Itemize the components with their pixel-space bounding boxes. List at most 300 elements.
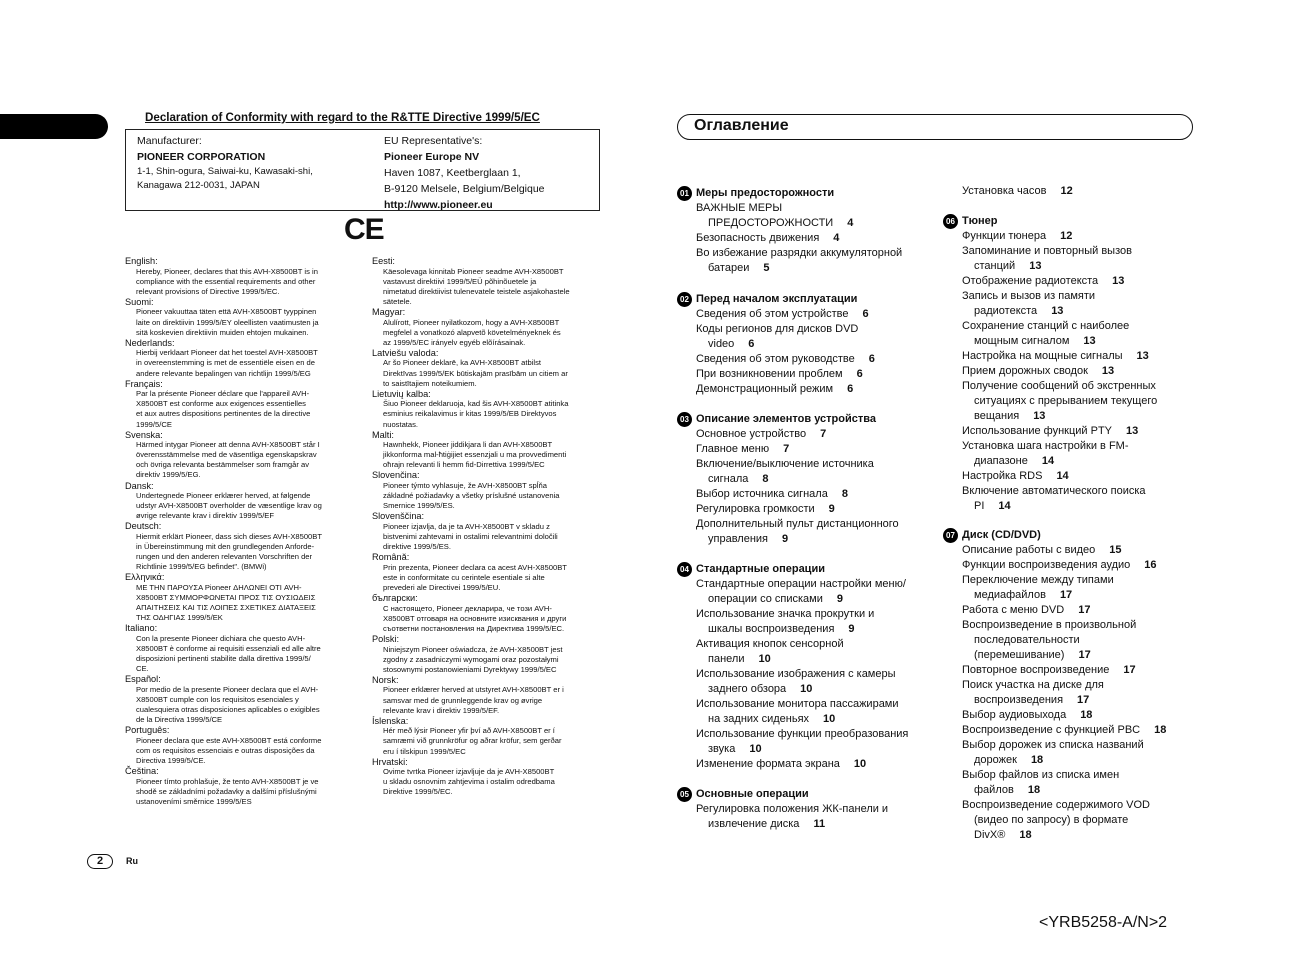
toc-entry[interactable] bbox=[943, 798, 1203, 843]
declaration-text-line: zgodny z zasadniczymi wymogami oraz pozostałymi bbox=[383, 654, 559, 664]
declaration-text-line: Undertegnede Pioneer erklærer herved, at følgende bbox=[136, 491, 311, 501]
declaration-text-line: съответни постановления на Директива 1999/5/ЕС. bbox=[383, 623, 565, 633]
toc-entry-line: Выбор аудиовыхода bbox=[962, 709, 1067, 721]
toc-entry-text bbox=[962, 693, 1203, 708]
toc-entry-line: Настройка RDS bbox=[962, 470, 1043, 482]
toc-section-heading[interactable] bbox=[677, 292, 937, 307]
ce-mark: CE bbox=[344, 213, 384, 246]
toc-entry-text bbox=[962, 379, 1203, 394]
toc-entry-text bbox=[696, 261, 937, 276]
toc-entry-line: Включение автоматического поиска bbox=[962, 485, 1146, 497]
toc-page-number: 6 bbox=[868, 353, 875, 365]
toc-entry-text bbox=[962, 184, 1203, 199]
toc-page-number: 6 bbox=[856, 368, 863, 380]
declaration-text-line: in overeenstemming is met de essentiële eisen en de bbox=[136, 358, 315, 368]
toc-entry[interactable] bbox=[677, 307, 937, 322]
language-declaration bbox=[372, 470, 605, 511]
toc-entry-line: Главное меню bbox=[696, 443, 770, 455]
section-number-badge: 07 bbox=[943, 528, 958, 543]
declaration-text-line: in Übereinstimmung mit den grundlegenden Anforde- bbox=[136, 542, 315, 552]
toc-entry-line: воспроизведения bbox=[974, 694, 1064, 706]
toc-entry-text bbox=[696, 802, 937, 817]
representative-info bbox=[384, 133, 545, 213]
toc-entry-text bbox=[696, 457, 937, 472]
toc-section-heading[interactable] bbox=[943, 528, 1203, 543]
toc-entry-text bbox=[696, 532, 937, 547]
toc-entry-line: управления bbox=[708, 533, 768, 545]
declaration-text-line: och övriga relevanta bestämmelser som framgår av bbox=[136, 460, 310, 470]
language-name: Norsk: bbox=[372, 674, 399, 685]
declaration-text-line: az 1999/5/EC irányelv egyéb elõírásainak. bbox=[383, 337, 526, 347]
section-title: Меры предосторожности bbox=[696, 187, 835, 199]
language-name: Čeština: bbox=[125, 766, 159, 777]
toc-entry[interactable] bbox=[943, 543, 1203, 558]
toc-entry-text bbox=[962, 409, 1203, 424]
toc-entry-line: диапазоне bbox=[974, 455, 1028, 467]
toc-entry[interactable] bbox=[677, 757, 937, 772]
representative-address-line: Haven 1087, Keetberglaan 1, bbox=[384, 167, 521, 179]
section-tab-marker bbox=[0, 114, 108, 139]
toc-page-number: 17 bbox=[1059, 589, 1073, 601]
declaration-text-line: megfelel a vonatkozó alapvetõ követelményeknek és bbox=[383, 327, 561, 337]
toc-entry-text bbox=[962, 633, 1203, 648]
toc-section-heading[interactable] bbox=[943, 214, 1203, 229]
toc-page-number: 10 bbox=[758, 653, 771, 665]
toc-page-number: 14 bbox=[1056, 470, 1069, 482]
toc-entry-line: При возникновении проблем bbox=[696, 368, 843, 380]
toc-entry[interactable] bbox=[677, 607, 937, 637]
toc-page-number: 8 bbox=[762, 473, 769, 485]
declaration-text-line: Par la présente Pioneer déclare que l'appareil AVH- bbox=[136, 389, 310, 399]
language-name: Íslenska: bbox=[372, 715, 409, 726]
toc-entry[interactable] bbox=[677, 322, 937, 352]
language-declaration bbox=[372, 634, 605, 675]
toc-entry-text bbox=[696, 487, 937, 502]
toc-entry-text bbox=[962, 454, 1203, 469]
toc-entry-text bbox=[962, 394, 1203, 409]
toc-entry-line: Получение сообщений об экстренных bbox=[962, 380, 1156, 392]
language-name: Slovenščina: bbox=[372, 511, 425, 522]
toc-entry-text bbox=[962, 783, 1203, 798]
language-name: Ελληνικά: bbox=[125, 572, 165, 583]
toc-entry-text bbox=[696, 757, 937, 772]
toc-entry-line: Активация кнопок сенсорной bbox=[696, 638, 844, 650]
toc-entry[interactable] bbox=[943, 364, 1203, 379]
toc-entry-text bbox=[696, 367, 937, 382]
toc-entry-line: ПРЕДОСТОРОЖНОСТИ bbox=[708, 217, 834, 229]
declaration-text-line: oħrajn relevanti li hemm fid-Dirrettiva 1999/5/EC bbox=[383, 460, 545, 470]
toc-entry-line: станций bbox=[974, 260, 1016, 272]
manufacturer-box bbox=[125, 129, 600, 211]
toc-entry-text bbox=[962, 543, 1203, 558]
toc-page-number: 12 bbox=[1060, 230, 1073, 242]
toc-page-number: 9 bbox=[782, 533, 789, 545]
toc-entry[interactable] bbox=[677, 487, 937, 502]
toc-entry-text bbox=[696, 817, 937, 832]
toc-entry-text bbox=[962, 469, 1203, 484]
toc-entry[interactable] bbox=[677, 246, 937, 276]
toc-entry[interactable] bbox=[943, 424, 1203, 439]
language-name: български: bbox=[372, 593, 418, 604]
toc-entry[interactable] bbox=[943, 379, 1203, 424]
toc-page-number: 13 bbox=[1083, 335, 1096, 347]
toc-entry-line: Установка часов bbox=[962, 185, 1047, 197]
language-declaration bbox=[125, 481, 358, 522]
toc-entry-line: Установка шага настройки в FM- bbox=[962, 440, 1129, 452]
toc-header-box bbox=[677, 114, 1193, 140]
section-number-badge: 02 bbox=[677, 292, 692, 307]
declaration-text-line: direktive 1999/5/ES. bbox=[383, 542, 451, 552]
language-name: Suomi: bbox=[125, 296, 154, 307]
toc-entry-text bbox=[962, 648, 1203, 663]
toc-entry-line: Функции воспроизведения аудио bbox=[962, 559, 1131, 571]
language-name: Slovenčina: bbox=[372, 470, 420, 481]
toc-entry[interactable] bbox=[677, 667, 937, 697]
section-title: Основные операции bbox=[696, 788, 809, 800]
toc-entry-text bbox=[962, 813, 1203, 828]
toc-entry[interactable] bbox=[943, 469, 1203, 484]
declaration-text-line: direktiv 1999/5/EG. bbox=[136, 470, 201, 480]
declaration-text-line: Härmed intygar Pioneer att denna AVH-X8500BT står I bbox=[136, 440, 320, 450]
toc-entry[interactable] bbox=[943, 319, 1203, 349]
toc-entry[interactable] bbox=[677, 727, 937, 757]
declaration-text-line: ΜΕ ΤΗΝ ΠΑΡΟΥΣΑ Pioneer ΔΗΛΩΝΕΙ ΟΤΙ AVH- bbox=[136, 583, 302, 592]
toc-entry-text bbox=[962, 588, 1203, 603]
language-declaration bbox=[372, 307, 605, 348]
language-name: Deutsch: bbox=[125, 521, 162, 532]
toc-entry[interactable] bbox=[677, 367, 937, 382]
declaration-text-line: ΤΗΣ ΟΔΗΓΙΑΣ 1999/5/ΕΚ bbox=[136, 613, 223, 623]
toc-entry-text bbox=[962, 439, 1203, 454]
section-title: Диск (CD/DVD) bbox=[962, 529, 1041, 541]
manufacturer-label: Manufacturer: bbox=[137, 135, 202, 147]
toc-entry[interactable] bbox=[677, 352, 937, 367]
declaration-text-line: ustanoveními směrnice 1999/5/ES bbox=[136, 796, 252, 806]
toc-entry-line: Запоминание и повторный вызов bbox=[962, 245, 1132, 257]
declaration-text-line: X8500BT è conforme ai requisiti essenziali ed alle altre bbox=[136, 644, 321, 654]
toc-entry-line: Изменение формата экрана bbox=[696, 758, 840, 770]
toc-entry[interactable] bbox=[677, 577, 937, 607]
toc-page-number: 6 bbox=[847, 383, 854, 395]
toc-page-number: 17 bbox=[1078, 604, 1091, 616]
toc-entry-text bbox=[696, 652, 937, 667]
toc-entry-line: Выбор файлов из списка имен bbox=[962, 769, 1120, 781]
toc-entry[interactable] bbox=[943, 768, 1203, 798]
language-declaration bbox=[372, 757, 605, 798]
declaration-text-line: Smernice 1999/5/ES. bbox=[383, 501, 455, 511]
declaration-text-line: X8500BT ΣΥΜΜΟΡΦΩΝΕΤΑΙ ΠΡΟΣ ΤΙΣ ΟΥΣΙΩΔΕΙΣ bbox=[136, 593, 316, 603]
toc-section bbox=[677, 562, 937, 772]
language-name: Eesti: bbox=[372, 256, 395, 266]
toc-entry-text bbox=[696, 607, 937, 622]
toc-entry[interactable] bbox=[677, 427, 937, 442]
toc-page-number: 13 bbox=[1033, 410, 1046, 422]
toc-entry[interactable] bbox=[943, 484, 1203, 514]
toc-entry-text bbox=[962, 768, 1203, 783]
toc-entry-line: Безопасность движения bbox=[696, 232, 820, 244]
language-declaration bbox=[372, 389, 605, 430]
toc-entry-text bbox=[962, 424, 1203, 439]
toc-entry-text bbox=[696, 697, 937, 712]
toc-entry[interactable] bbox=[677, 502, 937, 517]
toc-page-number: 5 bbox=[763, 262, 770, 274]
declaration-text-line: øvrige relevante krav i direktiv 1999/5/EF bbox=[136, 511, 275, 521]
language-declaration bbox=[372, 716, 605, 757]
toc-entry-line: на задних сиденьях bbox=[708, 713, 810, 725]
toc-entry[interactable] bbox=[677, 802, 937, 832]
toc-section bbox=[943, 214, 1203, 514]
toc-entry-text bbox=[696, 201, 937, 216]
toc-entry-line: Сведения об этом руководстве bbox=[696, 353, 855, 365]
toc-page-number: 12 bbox=[1060, 185, 1073, 197]
language-declaration bbox=[125, 297, 358, 338]
section-title: Перед началом эксплуатации bbox=[696, 293, 858, 305]
language-declaration bbox=[372, 511, 605, 552]
toc-page-number: 13 bbox=[1126, 425, 1139, 437]
toc-page-number: 13 bbox=[1112, 275, 1125, 287]
toc-entry-line: заднего обзора bbox=[708, 683, 787, 695]
declaration-text-line: Niniejszym Pioneer oświadcza, że AVH-X8500BT jest bbox=[383, 644, 563, 654]
toc-page-number: 7 bbox=[783, 443, 790, 455]
declaration-text-line: Direktive 1999/5/EC. bbox=[383, 787, 453, 797]
toc-page-number: 16 bbox=[1144, 559, 1157, 571]
toc-entry-line: ВАЖНЫЕ МЕРЫ bbox=[696, 202, 783, 214]
toc-title: Оглавление bbox=[694, 117, 789, 134]
toc-page-number: 13 bbox=[1136, 350, 1149, 362]
toc-page-number: 6 bbox=[748, 338, 755, 350]
language-label: Ru bbox=[126, 856, 138, 866]
language-declaration bbox=[372, 430, 605, 471]
representative-label: EU Representative's: bbox=[384, 135, 483, 147]
toc-entry-line: Использование функции преобразования bbox=[696, 728, 909, 740]
declaration-text-line: Richtlinie 1999/5/EG befindet". (BMWi) bbox=[136, 562, 267, 572]
toc-entry[interactable] bbox=[677, 697, 937, 727]
toc-entry[interactable] bbox=[943, 289, 1203, 319]
toc-entry[interactable] bbox=[943, 349, 1203, 364]
declaration-text-line: 1999/5/CE bbox=[136, 419, 172, 429]
toc-page-number: 13 bbox=[1051, 305, 1064, 317]
toc-section bbox=[677, 292, 937, 397]
declaration-text-line: Direktīvas 1999/5/EK būtiskajām prasībām un citiem ar bbox=[383, 368, 568, 378]
toc-entry[interactable] bbox=[677, 231, 937, 246]
toc-entry-text bbox=[962, 618, 1203, 633]
representative-url[interactable]: http://www.pioneer.eu bbox=[384, 199, 493, 211]
toc-entry-text bbox=[696, 442, 937, 457]
manufacturer-name: PIONEER CORPORATION bbox=[137, 151, 266, 163]
toc-entry-text bbox=[696, 637, 937, 652]
declaration-text-line: nimetatud direktiivist tulenevatele teistele asjakohastele bbox=[383, 286, 570, 296]
toc-page-number: 10 bbox=[853, 758, 867, 770]
toc-entry-line: извлечение диска bbox=[708, 818, 800, 830]
toc-page-number: 6 bbox=[862, 308, 869, 320]
language-declarations-column-2 bbox=[372, 256, 605, 797]
toc-entry-text bbox=[696, 592, 937, 607]
toc-entry-text bbox=[962, 753, 1203, 768]
toc-section-heading[interactable] bbox=[677, 186, 937, 201]
section-number-badge: 05 bbox=[677, 787, 692, 802]
declaration-text-line: Hiermit erklärt Pioneer, dass sich dieses AVH-X8500BT bbox=[136, 532, 322, 542]
toc-entry[interactable] bbox=[677, 442, 937, 457]
toc-page-number: 14 bbox=[1041, 455, 1055, 467]
language-declaration bbox=[125, 338, 358, 379]
toc-entry[interactable] bbox=[943, 244, 1203, 274]
toc-entry[interactable] bbox=[943, 708, 1203, 723]
section-title: Тюнер bbox=[962, 215, 998, 227]
declaration-text-line: to saistītajiem noteikumiem. bbox=[383, 378, 477, 388]
toc-entry-text bbox=[962, 558, 1203, 573]
declaration-text-line: laite on direktiivin 1999/5/EY oleellisten vaatimusten ja bbox=[136, 317, 319, 327]
declaration-text-line: CE. bbox=[136, 664, 149, 674]
toc-entry[interactable] bbox=[677, 201, 937, 231]
declaration-text-line: Käesolevaga kinnitab Pioneer seadme AVH-X8500BT bbox=[383, 266, 564, 276]
language-name: Nederlands: bbox=[125, 337, 175, 348]
language-declaration bbox=[125, 256, 358, 297]
toc-entry-text bbox=[696, 427, 937, 442]
toc-entry[interactable] bbox=[943, 229, 1203, 244]
toc-entry-text bbox=[696, 352, 937, 367]
toc-entry-line: Использование монитора пассажирами bbox=[696, 698, 899, 710]
toc-entry[interactable] bbox=[943, 274, 1203, 289]
toc-entry-line: дорожек bbox=[974, 754, 1017, 766]
declaration-text-line: Pioneer týmto vyhlasuje, že AVH-X8500BT spĺňa bbox=[383, 481, 547, 491]
toc-entry-text bbox=[962, 484, 1203, 499]
toc-entry[interactable] bbox=[943, 663, 1203, 678]
declaration-text-line: shodě se základními požadavky a dalšími příslušnými bbox=[136, 786, 317, 796]
toc-entry[interactable] bbox=[943, 723, 1203, 738]
language-name: Dansk: bbox=[125, 480, 154, 491]
toc-entry-line: шкалы воспроизведения bbox=[708, 623, 835, 635]
declaration-text-line: relevant provisions of Directive 1999/5/EC. bbox=[136, 286, 280, 296]
toc-page-number: 18 bbox=[1030, 754, 1044, 766]
toc-entry-line: Воспроизведение в произвольной bbox=[962, 619, 1137, 631]
declaration-text-line: sitä koskevien direktiivin muiden ehtojen mukainen. bbox=[136, 327, 309, 337]
toc-entry-line: радиотекста bbox=[974, 305, 1038, 317]
declaration-text-line: et aux autres dispositions pertinentes de la directive bbox=[136, 409, 311, 419]
toc-entry[interactable] bbox=[943, 738, 1203, 768]
toc-entry-text bbox=[696, 322, 937, 337]
toc-entry-line: операции со списками bbox=[708, 593, 823, 605]
manufacturer-info bbox=[137, 133, 313, 193]
language-declaration bbox=[372, 593, 605, 634]
toc-page-number: 9 bbox=[848, 623, 855, 635]
declaration-text-line: Prin prezenta, Pioneer declara ca acest AVH-X8500BT bbox=[383, 562, 567, 572]
declaration-text-line: Hawnhekk, Pioneer jiddikjara li dan AVH-X8500BT bbox=[383, 440, 553, 450]
language-declaration bbox=[372, 675, 605, 716]
manufacturer-address-line: 1-1, Shin-ogura, Saiwai-ku, Kawasaki-shi, bbox=[137, 166, 313, 177]
toc-section bbox=[677, 186, 937, 276]
toc-entry-line: Дополнительный пульт дистанционного bbox=[696, 518, 899, 530]
language-declaration bbox=[125, 572, 358, 623]
toc-entry-line: Описание работы с видео bbox=[962, 544, 1096, 556]
toc-page-number: 14 bbox=[998, 500, 1011, 512]
declaration-text-line: stosownymi postanowieniami Dyrektywy 1999/5/EC bbox=[383, 664, 557, 674]
toc-entry-line: ситуациях с прерыванием текущего bbox=[974, 395, 1158, 407]
toc-entry-text bbox=[962, 663, 1203, 678]
toc-page-number: 9 bbox=[836, 593, 843, 605]
section-number-badge: 06 bbox=[943, 214, 958, 229]
toc-page-number: 18 bbox=[1080, 709, 1093, 721]
toc-entry-text bbox=[962, 229, 1203, 244]
toc-entry-line: Поиск участка на диске для bbox=[962, 679, 1104, 691]
toc-page-number: 8 bbox=[841, 488, 848, 500]
toc-entry-line: звука bbox=[708, 743, 736, 755]
toc-entry-text bbox=[962, 798, 1203, 813]
toc-entry[interactable] bbox=[943, 678, 1203, 708]
toc-entry[interactable] bbox=[943, 573, 1203, 603]
toc-entry-line: Регулировка положения ЖК-панели и bbox=[696, 803, 889, 815]
language-name: Italiano: bbox=[125, 623, 158, 634]
toc-entry-line: Сохранение станций с наиболее bbox=[962, 320, 1130, 332]
toc-entry-text bbox=[962, 274, 1203, 289]
section-title: Описание элементов устройства bbox=[696, 413, 876, 425]
declaration-text-line: este in conformitate cu cerintele esentiale si alte bbox=[383, 572, 545, 582]
declaration-text-line: udstyr AVH-X8500BT overholder de væsentlige krav og bbox=[136, 501, 322, 511]
declaration-text-line: Hér með lýsir Pioneer yfir því að AVH-X8500BT er í bbox=[383, 726, 555, 736]
declaration-text-line: jikkonforma mal-ħtiġijiet essenzjali u ma provvedimenti bbox=[383, 450, 567, 460]
toc-page-number: 17 bbox=[1077, 694, 1090, 706]
declaration-text-line: Pioneer izjavlja, da je ta AVH-X8500BT v skladu z bbox=[383, 521, 550, 531]
toc-entry-line: Регулировка громкости bbox=[696, 503, 815, 515]
toc-entry-line: Использование функций PTY bbox=[962, 425, 1113, 437]
declaration-text-line: nuostatas. bbox=[383, 419, 419, 429]
toc-entry-line: Переключение между типами bbox=[962, 574, 1114, 586]
language-name: Malti: bbox=[372, 429, 394, 440]
toc-entry[interactable] bbox=[943, 618, 1203, 663]
toc-entry[interactable] bbox=[677, 517, 937, 547]
toc-entry-text bbox=[962, 259, 1203, 274]
manufacturer-address-line: Kanagawa 212-0031, JAPAN bbox=[137, 180, 260, 191]
toc-section-heading[interactable] bbox=[677, 412, 937, 427]
toc-entry-text bbox=[696, 307, 937, 322]
toc-entry-line: (перемешивание) bbox=[974, 649, 1065, 661]
toc-entry-line: батареи bbox=[708, 262, 750, 274]
toc-entry[interactable] bbox=[943, 184, 1203, 199]
toc-entry-line: Воспроизведение с функцией PBC bbox=[962, 724, 1141, 736]
declaration-text-line: samræmi við grunnkröfur og aðrar kröfur, sem gerðar bbox=[383, 736, 562, 746]
toc-entry-text bbox=[962, 603, 1203, 618]
toc-entry-line: вещания bbox=[974, 410, 1020, 422]
toc-entry-text bbox=[962, 319, 1203, 334]
toc-entry-text bbox=[696, 682, 937, 697]
toc-entry-line: Запись и вызов из памяти bbox=[962, 290, 1096, 302]
toc-entry-line: Повторное воспроизведение bbox=[962, 664, 1110, 676]
toc-page-number: 10 bbox=[823, 713, 836, 725]
toc-entry[interactable] bbox=[943, 558, 1203, 573]
toc-section-heading[interactable] bbox=[677, 562, 937, 577]
toc-section-heading[interactable] bbox=[677, 787, 937, 802]
declaration-text-line: bistvenimi zahtevami in ostalimi relevantnimi določili bbox=[383, 532, 558, 542]
toc-entry-line: сигнала bbox=[708, 473, 749, 485]
declaration-text-line: Hierbij verklaart Pioneer dat het toestel AVH-X8500BT bbox=[136, 348, 318, 358]
toc-entry-text bbox=[696, 622, 937, 637]
toc-entry-line: PI bbox=[974, 500, 985, 512]
toc-entry[interactable] bbox=[677, 382, 937, 397]
toc-entry-text bbox=[962, 304, 1203, 319]
toc-entry[interactable] bbox=[677, 637, 937, 667]
toc-entry[interactable] bbox=[677, 457, 937, 487]
toc-entry-line: Отображение радиотекста bbox=[962, 275, 1099, 287]
toc-entry-line: панели bbox=[708, 653, 745, 665]
declaration-text-line: Hereby, Pioneer, declares that this AVH-X8500BT is in bbox=[136, 266, 318, 276]
toc-entry-line: Прием дорожных сводок bbox=[962, 365, 1088, 377]
language-name: Français: bbox=[125, 378, 163, 389]
representative-address-line: B-9120 Melsele, Belgium/Belgique bbox=[384, 183, 545, 195]
toc-entry-text bbox=[962, 244, 1203, 259]
toc-entry[interactable] bbox=[943, 439, 1203, 469]
toc-entry[interactable] bbox=[943, 603, 1203, 618]
declaration-text-line: Ar šo Pioneer deklarē, ka AVH-X8500BT atbilst bbox=[383, 358, 542, 368]
section-title: Стандартные операции bbox=[696, 563, 825, 575]
